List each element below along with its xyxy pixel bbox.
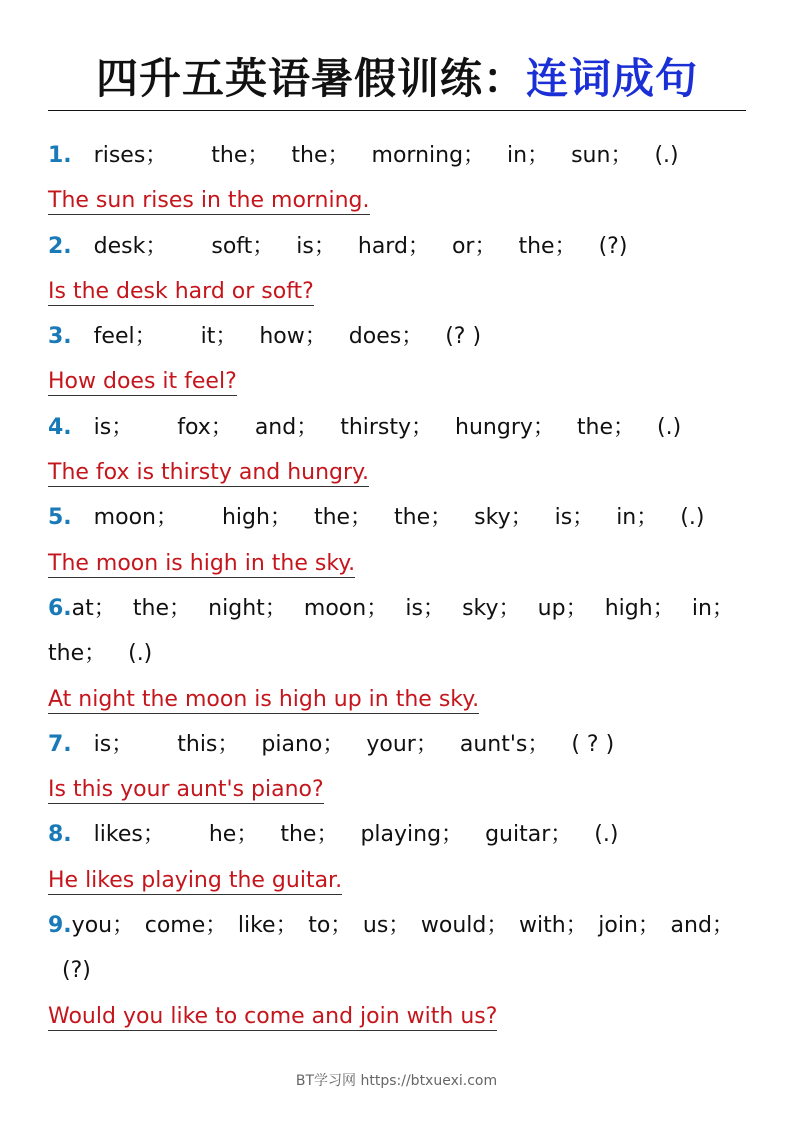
answer-sentence: He likes playing the guitar. [48,867,343,893]
prompt-word: the； [211,143,270,168]
prompt-word: the； [291,143,350,168]
prompt-word: sky； [462,595,521,621]
item-number: 9. [48,913,72,939]
prompt-word: sun； [571,143,633,168]
answer-sentence: Would you like to come and join with us? [48,1003,498,1029]
prompt-first-word [48,903,134,948]
prompt-word: fox； [177,414,233,440]
prompt-first-word [48,586,116,631]
exercise-item [48,224,738,315]
prompt-word: join； [598,913,660,939]
prompt-word: and； [670,913,734,939]
prompt-word: (.) [654,143,679,168]
prompt-word: (?) [62,958,91,984]
item-number: 1. [48,143,72,168]
prompt-first-word [48,224,189,269]
item-number: 5. [48,505,72,531]
prompt-word: feel； [93,324,157,350]
prompt-line [48,133,734,178]
prompt-word: (? ) [445,324,482,350]
prompt-word: in； [616,505,659,531]
prompt-word: at； [71,595,116,621]
page-title: 四升五英语暑假训练： [95,54,526,103]
answer-line [48,767,738,812]
prompt-word: soft； [211,233,275,259]
answer-sentence: Is the desk hard or soft? [48,278,314,304]
prompt-word: to； [308,913,353,939]
answer-sentence: How does it feel? [48,369,237,395]
prompt-word: your； [366,731,438,757]
answer-line [48,269,738,314]
exercise-item [48,405,738,496]
prompt-first-word [48,405,155,450]
prompt-word: and； [254,414,319,440]
prompt-word: is； [93,414,134,440]
answer-line [48,359,738,404]
item-number: 3. [48,324,72,350]
prompt-word: would； [420,913,509,939]
prompt-line-continued [48,948,748,993]
answer-line [48,541,738,586]
exercise-item [48,133,738,224]
prompt-word: (?) [598,233,628,259]
prompt-word: the； [394,505,453,531]
prompt-word: hard； [357,233,430,259]
prompt-word: sky； [474,505,533,531]
prompt-word: morning； [371,143,486,168]
prompt-word: (.) [680,505,705,531]
prompt-line [48,586,734,631]
item-number: 2. [48,233,72,259]
prompt-line [48,495,734,540]
prompt-word: (.) [657,414,682,440]
prompt-word: (.) [128,641,153,667]
prompt-word: piano； [261,731,345,757]
page-title-accent: 连词成句 [526,54,699,103]
prompt-word: he； [208,822,259,848]
prompt-word: ( ? ) [571,731,615,757]
prompt-word: guitar； [485,822,573,848]
footer-watermark: BT学习网 https://btxuexi.com [295,1073,498,1089]
prompt-word: the； [576,414,636,440]
prompt-word: you； [71,913,135,939]
prompt-word: is； [554,505,595,531]
prompt-word: this； [177,731,240,757]
answer-line [48,450,738,495]
answer-sentence: Is this your aunt's piano? [48,777,324,803]
prompt-line-continued [48,631,734,676]
answer-line [48,858,738,903]
prompt-word: is； [405,595,445,621]
answer-line [48,178,738,223]
prompt-word: in； [507,143,550,168]
prompt-word: moon； [303,595,389,621]
prompt-word: the； [132,595,192,621]
prompt-line [48,405,734,450]
exercise-item [48,495,738,586]
prompt-word: high； [604,595,675,621]
prompt-word: like； [237,913,298,939]
prompt-word: come； [144,913,228,939]
prompt-word: thirsty； [340,414,434,440]
prompt-word: up； [537,595,588,621]
page-header [48,48,746,111]
prompt-word: high； [221,505,292,531]
prompt-word: night； [208,595,287,621]
prompt-word: it； [200,324,238,350]
prompt-word: in； [691,595,734,621]
prompt-word: desk； [93,233,168,259]
prompt-first-word [48,722,155,767]
answer-sentence: At night the moon is high up in the sky. [48,686,480,712]
prompt-word: is； [296,233,336,259]
prompt-word: hungry； [455,414,555,440]
exercise-item [48,586,738,722]
prompt-first-word [48,133,189,178]
exercise-item [48,812,738,903]
prompt-word: the； [313,505,373,531]
prompt-word: the； [48,641,107,667]
prompt-line [48,812,734,857]
prompt-line [48,903,734,948]
prompt-word: likes； [93,822,165,848]
prompt-line [48,224,734,269]
prompt-word: the； [518,233,577,259]
prompt-word: or； [451,233,497,259]
prompt-first-word [48,495,200,540]
prompt-word: us； [362,913,411,939]
exercise-item [48,722,738,813]
exercise-list [48,133,738,1039]
item-number: 7. [48,731,72,757]
prompt-word: is； [93,731,134,757]
prompt-line [48,722,734,767]
prompt-word: how； [259,324,327,350]
prompt-word: rises； [93,143,168,168]
prompt-word: (.) [594,822,619,848]
answer-sentence: The fox is thirsty and hungry. [48,460,369,486]
prompt-word: the； [280,822,339,848]
exercise-item [48,903,738,1039]
prompt-word: moon； [93,505,178,531]
prompt-first-word [48,812,187,857]
answer-sentence: The sun rises in the morning. [48,188,370,214]
prompt-word: does； [348,324,424,350]
prompt-word: with； [519,913,588,939]
answer-line [48,677,738,722]
prompt-first-word [48,314,179,359]
answer-sentence: The moon is high in the sky. [48,550,356,576]
item-number: 4. [48,414,72,440]
prompt-word: playing； [360,822,464,848]
answer-line [48,994,738,1039]
prompt-word: aunt's； [459,731,550,757]
prompt-line [48,314,734,359]
item-number: 6. [48,595,72,621]
item-number: 8. [48,822,72,848]
exercise-item [48,314,738,405]
